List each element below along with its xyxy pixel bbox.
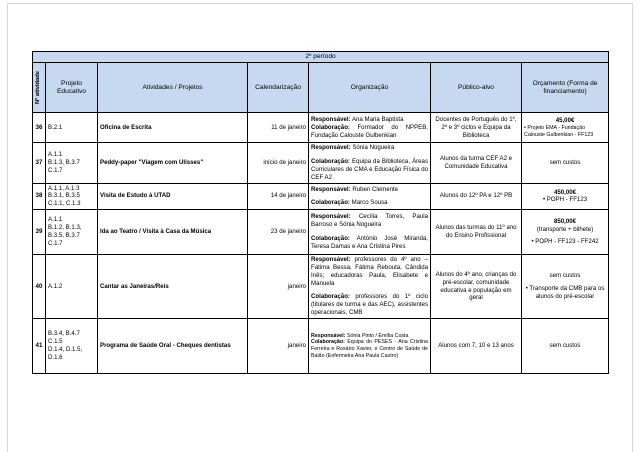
table-row — [33, 143, 609, 183]
table-row — [33, 183, 609, 209]
budget-cell — [522, 319, 609, 374]
responsible-line — [311, 144, 428, 152]
organization-cell — [309, 143, 431, 183]
budget-line: (transporte + bilhete) — [536, 225, 594, 233]
budget-amount: 45,00€ — [555, 117, 575, 125]
budget-amount: 850,00€ — [554, 217, 577, 225]
activity-name: Oficina de Escrita — [98, 113, 248, 143]
organization-cell — [309, 210, 431, 255]
responsible-line — [311, 333, 428, 340]
responsible-value: Sónia Pinto / Emília Costa — [345, 332, 409, 339]
organization-cell — [309, 255, 431, 319]
responsible-value: Cecília Torres, Paula Barroso e Sónia Nogueira — [311, 213, 428, 229]
collaboration-line — [311, 199, 428, 207]
responsible-label: Responsável: — [311, 144, 351, 152]
budget-line: • POPH - FF123 — [542, 196, 588, 204]
collaboration-value: Equipa do PESES - Ana Cristina Ferreira e Rosário Xavier, e Centro de Saúde de Baião (Enfermeira Ana Paula Castro) — [311, 339, 428, 359]
responsible-line — [311, 213, 428, 229]
collaboration-line — [311, 124, 428, 140]
collaboration-label: Colaboração: — [311, 339, 345, 346]
header-calendarizacao: Calendarização — [248, 63, 309, 113]
target-audience: Alunos da turma CEF A2 e Comunidade Educativa — [431, 143, 522, 183]
project-codes: A.1.1 B.1.2, B.1.3, B.3.5, B.3.7 C.1.7 — [46, 210, 98, 255]
activity-name: Cantar as Janeiras/Reis — [98, 255, 248, 319]
responsible-label: Responsável: — [311, 256, 351, 264]
collaboration-value: Equipa da Biblioteca, Áreas Curriculares de CMA e Educação Física do CEF A2 — [311, 158, 428, 181]
activity-date: 23 de janeiro — [248, 210, 309, 255]
collaboration-value: António José Miranda, Teresa Damas e Ana Cristina Pires — [311, 235, 428, 250]
activity-number: 40 — [33, 255, 46, 319]
collaboration-label: Colaboração: — [311, 158, 350, 166]
table-row — [33, 210, 609, 255]
activity-date: início de janeiro — [248, 143, 309, 183]
organization-cell — [309, 319, 431, 374]
budget-line: sem custos — [549, 272, 581, 280]
collaboration-label: Colaboração: — [311, 235, 350, 243]
header-atividades: Atividades / Projetos — [98, 63, 248, 113]
target-audience: Alunos do 4º ano, crianças do pré-escolar, comunidade educativa e população em geral — [431, 255, 522, 319]
responsible-label: Responsável: — [311, 185, 351, 193]
collaboration-value: professores do 1º ciclo (titulares de turma e das AEC), assistentes operacionais, CMB — [311, 293, 428, 316]
collaboration-label: Colaboração: — [311, 293, 350, 301]
header-projeto: Projeto Educativo — [46, 63, 98, 113]
table-row — [33, 255, 609, 319]
project-codes: A.1.1 B.1.3, B.3.7 C.1.7 — [46, 143, 98, 183]
activity-number: 38 — [33, 183, 46, 209]
target-audience: Docentes de Português do 1º, 2º e 3º ciclos e Equipa da Biblioteca — [431, 113, 522, 143]
activities-table — [32, 51, 609, 374]
collaboration-label: Colaboração: — [311, 199, 350, 207]
table-row — [33, 319, 609, 374]
activity-date: janeiro — [248, 319, 309, 374]
budget-line: sem custos — [549, 342, 581, 350]
activity-name: Peddy-paper "Viagem com Ulisses" — [98, 143, 248, 183]
project-codes: B.3.4, B.4.7 C.1.5 D.1.4, D.1.5, D.1.6 — [46, 319, 98, 374]
activity-number: 37 — [33, 143, 46, 183]
header-organizacao: Organização — [309, 63, 431, 113]
responsible-label: Responsável: — [311, 213, 351, 221]
activity-name: Ida ao Teatro / Visita à Casa da Música — [98, 210, 248, 255]
activity-name: Visita de Estudo à UTAD — [98, 183, 248, 209]
activity-name: Programa de Saúde Oral - Cheques dentistas — [98, 319, 248, 374]
activity-number: 39 — [33, 210, 46, 255]
budget-cell — [522, 183, 609, 209]
responsible-line — [311, 256, 428, 287]
collaboration-value: Formador do NPPEB, Fundação Calouste Gulbenkian — [311, 124, 428, 139]
activity-number: 41 — [33, 319, 46, 374]
responsible-line — [311, 186, 428, 194]
target-audience: Alunos com 7, 10 e 13 anos — [431, 319, 522, 374]
header-publico: Público-alvo — [431, 63, 522, 113]
responsible-label: Responsável: — [311, 116, 351, 124]
project-codes: A.1.1, A.1.3 B.3.1, B.3.5 C.1.1, C.1.3 — [46, 183, 98, 209]
organization-cell — [309, 113, 431, 143]
activity-date: 14 de janeiro — [248, 183, 309, 209]
budget-cell — [522, 143, 609, 183]
budget-cell — [522, 113, 609, 143]
target-audience: Alunos do 12º PA e 12º PB — [431, 183, 522, 209]
budget-line: • POPH - FF123 - FF242 — [531, 238, 599, 246]
project-codes: A.1.2 — [46, 255, 98, 319]
project-codes: B.2.1 — [46, 113, 98, 143]
collaboration-line — [311, 293, 428, 316]
budget-line: • Projeto EMA - Fundação Calouste Gulbenkian - FF123 — [524, 125, 594, 138]
target-audience: Alunos das turmas do 11º ano do Ensino Profissional — [431, 210, 522, 255]
responsible-value: Ruben Clemente — [350, 185, 399, 193]
responsible-value: Sónia Nogueira — [350, 144, 395, 152]
responsible-label: Responsável: — [311, 332, 346, 339]
collaboration-label: Colaboração: — [311, 124, 350, 132]
activity-date: 11 de janeiro — [248, 113, 309, 143]
collaboration-line — [311, 235, 428, 251]
header-orcamento: Orçamento (Forma de financiamento) — [522, 63, 609, 113]
organization-cell — [309, 183, 431, 209]
responsible-line — [311, 116, 428, 124]
period-header: 2º período — [33, 52, 609, 63]
document-page — [8, 4, 632, 452]
budget-cell — [522, 210, 609, 255]
budget-cell — [522, 255, 609, 319]
responsible-value: professores do 4º ano – Fátima Bessa, Fátima Rebouta, Cândida Inês; educadoras Paula, Elisabete e Manuela — [311, 256, 428, 287]
activity-number: 36 — [33, 113, 46, 143]
budget-line: sem custos — [549, 159, 581, 167]
header-num: Nº atividade — [33, 63, 46, 113]
budget-amount: 450,00€ — [554, 188, 577, 196]
collaboration-line — [311, 339, 428, 359]
activity-date: janeiro — [248, 255, 309, 319]
budget-line: • Transporte da CMB para os alunos do pré-escolar — [525, 285, 605, 300]
responsible-value: Ana Maria Baptista — [350, 116, 404, 124]
table-row — [33, 113, 609, 143]
collaboration-value: Marco Sousa — [349, 199, 388, 207]
collaboration-line — [311, 158, 428, 181]
